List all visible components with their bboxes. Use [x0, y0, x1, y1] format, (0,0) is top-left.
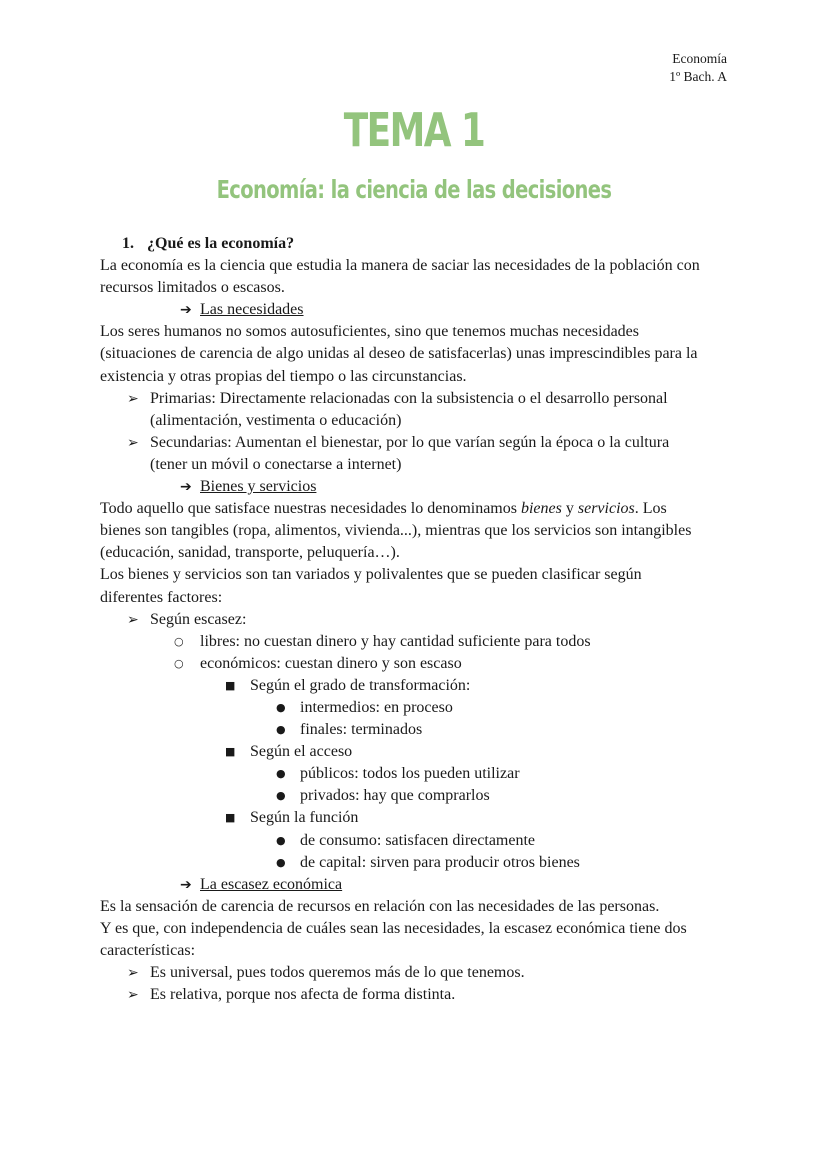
- dot-bullet-icon: ●: [276, 767, 286, 781]
- square-bullet-icon: ■: [225, 678, 236, 692]
- section-title: ¿Qué es la economía?: [147, 235, 295, 252]
- list-item: [100, 609, 740, 631]
- list-item: [100, 807, 740, 829]
- page-header: [669, 50, 727, 86]
- paragraph-line: Es la sensación de carencia de recursos en relación con las necesidades de las personas.: [100, 897, 660, 915]
- list-item-text: finales: terminados: [300, 721, 423, 739]
- paragraph-line: existencia y otras propias del tiempo o las circunstancias.: [100, 367, 467, 385]
- paragraph-line: diferentes factores:: [100, 588, 223, 606]
- list-item: [100, 697, 740, 719]
- dot-bullet-icon: ●: [276, 700, 286, 714]
- subheading-necesidades: [100, 299, 740, 321]
- emphasis-bienes: bienes: [520, 500, 562, 518]
- dot-bullet-icon: ●: [276, 723, 286, 737]
- square-bullet-icon: ■: [225, 745, 236, 759]
- list-item: [100, 675, 740, 697]
- arrow-icon: ➔: [180, 479, 192, 496]
- list-item: [100, 984, 740, 1006]
- paragraph-line: Los seres humanos no somos autosuficientes, sino que tenemos muchas necesidades: [100, 323, 639, 341]
- list-item-text: Según escasez:: [150, 610, 247, 628]
- list-item-continuation: (alimentación, vestimenta o educación): [150, 411, 402, 429]
- arrowhead-bullet-icon: ➢: [127, 434, 139, 451]
- list-item: [100, 719, 740, 741]
- list-item: [100, 388, 740, 410]
- arrow-icon: ➔: [180, 876, 192, 893]
- list-item-text: Primarias: Directamente relacionadas con la subsistencia o el desarrollo personal: [150, 389, 668, 407]
- list-item: [100, 653, 740, 675]
- arrowhead-bullet-icon: ➢: [127, 987, 139, 1004]
- list-item-text: Según la función: [250, 809, 359, 827]
- list-item-text: intermedios: en proceso: [300, 698, 453, 716]
- list-item-text: Es universal, pues todos queremos más de lo que tenemos.: [150, 964, 525, 982]
- text-run: . Los: [634, 500, 667, 518]
- document-subtitle: Economía: la ciencia de las decisiones: [216, 175, 612, 204]
- list-item-text: Según el acceso: [250, 743, 353, 761]
- list-item: [100, 785, 740, 807]
- paragraph-line: Los bienes y servicios son tan variados y polivalentes que se pueden clasificar según: [100, 566, 642, 584]
- paragraph-line: características:: [100, 942, 196, 959]
- header-subject: Economía: [672, 51, 727, 66]
- list-item-text: Secundarias: Aumentan el bienestar, por lo que varían según la época o la cultura: [150, 433, 670, 451]
- list-item-text: de consumo: satisfacen directamente: [300, 831, 536, 849]
- list-item-text: Según el grado de transformación:: [250, 676, 471, 694]
- emphasis-servicios: servicios: [577, 500, 635, 518]
- paragraph-line: Y es que, con independencia de cuáles sean las necesidades, la escasez económica tiene dos: [100, 919, 687, 937]
- paragraph-line: bienes son tangibles (ropa, alimentos, vivienda...), mientras que los servicios son intangibles: [100, 522, 692, 540]
- arrowhead-bullet-icon: ➢: [127, 965, 139, 982]
- subheading-bienes: [100, 476, 740, 498]
- arrow-icon: ➔: [180, 302, 192, 319]
- arrowhead-bullet-icon: ➢: [127, 611, 139, 628]
- section-number: 1.: [122, 235, 134, 252]
- document-body: [100, 233, 740, 1006]
- list-item: [100, 631, 740, 653]
- dot-bullet-icon: ●: [276, 789, 286, 803]
- list-item: [100, 763, 740, 785]
- subheading-label: Las necesidades: [200, 301, 304, 319]
- text-run: y: [561, 500, 578, 518]
- list-item-text: privados: hay que comprarlos: [300, 787, 490, 805]
- paragraph-line: (educación, sanidad, transporte, peluquería…).: [100, 544, 400, 562]
- list-item: [100, 852, 740, 874]
- document-title: TEMA 1: [343, 103, 485, 157]
- arrowhead-bullet-icon: ➢: [127, 390, 139, 407]
- paragraph-line: [100, 498, 740, 520]
- text-run: Todo aquello que satisface nuestras necesidades lo denominamos: [100, 500, 521, 518]
- dot-bullet-icon: ●: [276, 833, 286, 847]
- list-item-text: públicos: todos los pueden utilizar: [300, 765, 520, 783]
- paragraph-line: (situaciones de carencia de algo unidas al deseo de satisfacerlas) unas imprescindibles para la: [100, 345, 698, 363]
- subheading-label: La escasez económica: [200, 875, 343, 893]
- list-item: [100, 962, 740, 984]
- list-item-text: Es relativa, porque nos afecta de forma distinta.: [150, 986, 456, 1004]
- subheading-escasez-economica: [100, 874, 740, 896]
- list-item: [100, 432, 740, 454]
- square-bullet-icon: ■: [225, 811, 236, 825]
- paragraph-line: La economía es la ciencia que estudia la manera de saciar las necesidades de la población con: [100, 257, 700, 275]
- circle-bullet-icon: ○: [174, 656, 184, 670]
- list-item: [100, 830, 740, 852]
- list-item-text: libres: no cuestan dinero y hay cantidad suficiente para todos: [200, 632, 591, 650]
- section-heading: [100, 233, 740, 255]
- header-course: 1º Bach. A: [669, 69, 727, 84]
- list-item-text: económicos: cuestan dinero y son escaso: [200, 654, 462, 672]
- dot-bullet-icon: ●: [276, 855, 286, 869]
- circle-bullet-icon: ○: [174, 634, 184, 648]
- subheading-label: Bienes y servicios: [200, 478, 317, 496]
- list-item: [100, 741, 740, 763]
- list-item-text: de capital: sirven para producir otros bienes: [300, 853, 580, 871]
- paragraph-line: recursos limitados o escasos.: [100, 279, 285, 297]
- list-item-continuation: (tener un móvil o conectarse a internet): [150, 455, 402, 473]
